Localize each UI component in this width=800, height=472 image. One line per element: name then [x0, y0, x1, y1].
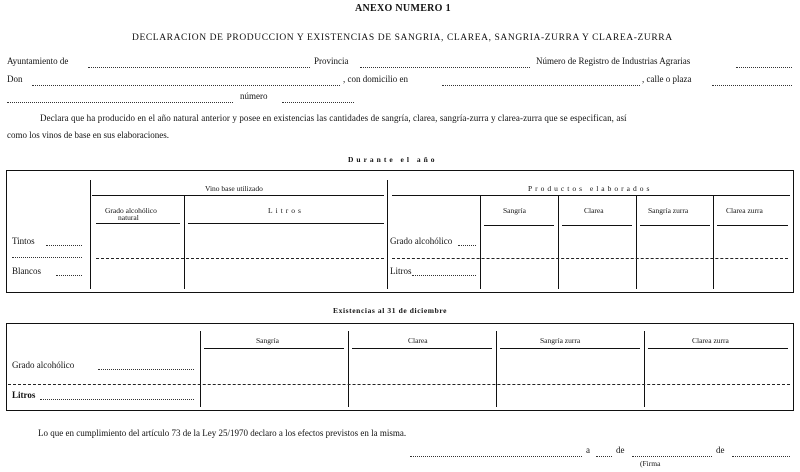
provincia-label: Provincia — [314, 56, 349, 66]
provincia-field[interactable] — [360, 67, 530, 68]
annex-title: ANEXO NUMERO 1 — [355, 3, 451, 14]
ex-col-clarea-zurra: Clarea zurra — [692, 336, 729, 345]
ex-col-clarea: Clarea — [408, 336, 428, 345]
don-field[interactable] — [32, 85, 340, 86]
grado-natural-header-1: Grado alcohólico — [105, 206, 157, 215]
domicilio-field[interactable] — [442, 85, 640, 86]
ex-grado-label: Grado alcohólico — [12, 360, 75, 370]
existencias-heading: Existencias al 31 de diciembre — [333, 306, 448, 315]
col-sangria: Sangría — [503, 206, 526, 215]
ex-col-sangria: Sangría — [256, 336, 279, 345]
existencias-table — [6, 323, 794, 411]
firma-label: (Firma — [640, 459, 661, 468]
day-field[interactable] — [596, 456, 612, 457]
footer-a: a — [586, 445, 590, 455]
place-field[interactable] — [410, 456, 582, 457]
litros-label: Litros — [390, 266, 412, 276]
registro-field[interactable] — [736, 67, 792, 68]
ayuntamiento-label: Ayuntamiento de — [7, 56, 69, 66]
form-title: DECLARACION DE PRODUCCION Y EXISTENCIAS DE SANGRIA, CLAREA, SANGRIA-ZURRA Y CLAREA-ZURRA — [132, 33, 673, 43]
grado-natural-header-2: natural — [118, 213, 139, 222]
calle-field-cont[interactable] — [7, 102, 233, 103]
tintos-label: Tintos — [12, 236, 35, 246]
footer-statement: Lo que en cumplimiento del artículo 73 de la Ley 25/1970 declaro a los efectos previstos en la misma. — [38, 428, 407, 438]
vino-base-header: Vino base utilizado — [205, 184, 263, 193]
domicilio-label: , con domicilio en — [343, 74, 408, 84]
durante-heading: Durante el año — [348, 155, 438, 164]
litros-header: Litros — [268, 206, 304, 215]
month-field[interactable] — [632, 456, 712, 457]
ayuntamiento-field[interactable] — [88, 67, 310, 68]
numero-label: número — [240, 91, 268, 101]
declaration-line-2: como los vinos de base en sus elaboraciones. — [7, 130, 169, 140]
footer-de-1: de — [616, 445, 625, 455]
registro-label: Número de Registro de Industrias Agrarias — [536, 56, 691, 66]
col-clarea-zurra: Clarea zurra — [726, 206, 763, 215]
don-label: Don — [7, 74, 23, 84]
blancos-label: Blancos — [12, 266, 41, 276]
numero-field[interactable] — [282, 102, 354, 103]
col-sangria-zurra: Sangría zurra — [648, 206, 689, 215]
grado-alcoholico-label: Grado alcohólico — [390, 236, 453, 246]
col-clarea: Clarea — [584, 206, 604, 215]
calle-label: , calle o plaza — [642, 74, 692, 84]
ex-litros-label: Litros — [12, 390, 36, 400]
ex-col-sangria-zurra: Sangría zurra — [540, 336, 581, 345]
calle-field[interactable] — [712, 85, 792, 86]
declaration-line-1: Declara que ha producido en el año natural anterior y posee en existencias las cantidades de sangría, clarea, sangría-zurra y clarea-zurra que se especifican, así — [40, 113, 627, 123]
year-field[interactable] — [732, 456, 790, 457]
productos-header: Productos elaborados — [528, 184, 653, 193]
footer-de-2: de — [716, 445, 725, 455]
